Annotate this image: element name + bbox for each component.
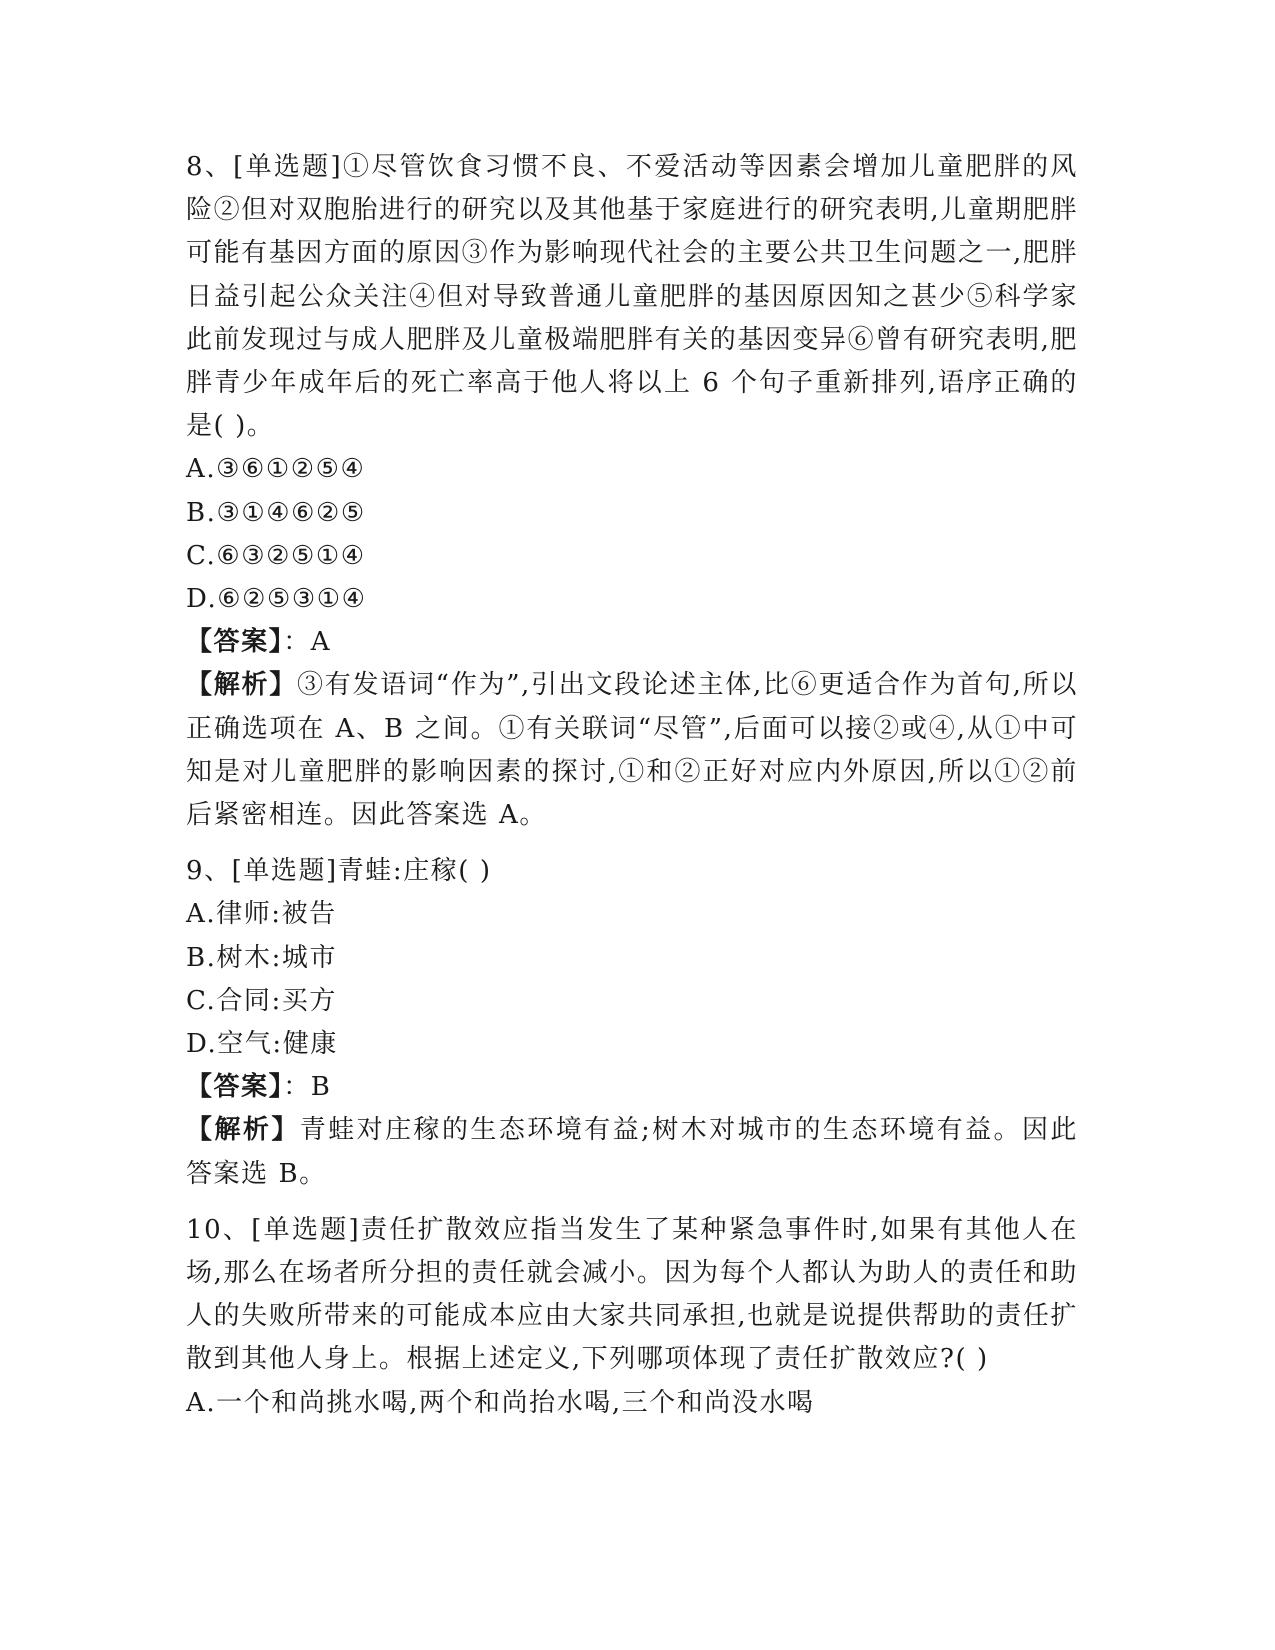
- question-10: [186, 1209, 1078, 1425]
- analysis-label: 【解析】: [186, 1115, 300, 1146]
- analysis-block: [186, 664, 1078, 837]
- spacer: [186, 1196, 1078, 1209]
- option-a: A.③⑥①②⑤④: [186, 454, 366, 485]
- answer-label: 【答案】: [186, 627, 284, 658]
- option-c: C.⑥③②⑤①④: [186, 540, 366, 571]
- option-a: A.律师:被告: [186, 899, 337, 930]
- analysis-label: 【解析】: [186, 670, 297, 701]
- option-a: A.一个和尚挑水喝,两个和尚抬水喝,三个和尚没水喝: [186, 1387, 815, 1418]
- question-stem: 10、[单选题]责任扩散效应指当发生了某种紧急事件时,如果有其他人在场,那么在场者所分担的责任就会减小。因为每个人都认为助人的责任和助人的失败所带来的可能成本应由大家共同承担,也就是说提供帮助的责任扩散到其他人身上。根据上述定义,下列哪项体现了责任扩散效应?( ): [186, 1214, 1078, 1375]
- answer-label: 【答案】: [186, 1072, 284, 1103]
- answer-value: ：A: [283, 627, 332, 658]
- option-c: C.合同:买方: [186, 985, 337, 1016]
- answer-line: [186, 621, 1078, 664]
- option-d: D.空气:健康: [186, 1029, 338, 1060]
- question-9: [186, 850, 1078, 1196]
- analysis-block: [186, 1109, 1078, 1195]
- answer-value: ：B: [283, 1072, 332, 1103]
- question-stem: 9、[单选题]青蛙:庄稼( ): [186, 856, 492, 887]
- option-b: B.树木:城市: [186, 942, 338, 973]
- answer-line: [186, 1066, 1078, 1109]
- option-b: B.③①④⑥②⑤: [186, 497, 366, 528]
- question-stem: 8、[单选题]①尽管饮食习惯不良、不爱活动等因素会增加儿童肥胖的风险②但对双胞胎进行的研究以及其他基于家庭进行的研究表明,儿童期肥胖可能有基因方面的原因③作为影响现代社会的主要公共卫生问题之一,肥胖日益引起公众关注④但对导致普通儿童肥胖的基因原因知之甚少⑤科学家此前发现过与成人肥胖及儿童极端肥胖有关的基因变异⑥曾有研究表明,肥胖青少年成年后的死亡率高于他人将以上 6 个句子重新排列,语序正确的是( )。: [186, 152, 1078, 442]
- analysis-text: 青蛙对庄稼的生态环境有益;树木对城市的生态环境有益。因此答案选 B。: [186, 1115, 1078, 1189]
- question-8: [186, 146, 1078, 837]
- document-page: [186, 146, 1078, 1425]
- spacer: [186, 837, 1078, 850]
- option-d: D.⑥②⑤③①④: [186, 584, 367, 615]
- analysis-text: ③有发语词“作为”,引出文段论述主体,比⑥更适合作为首句,所以正确选项在 A、B 之间。①有关联词“尽管”,后面可以接②或④,从①中可知是对儿童肥胖的影响因素的探讨,①和②正好对应内外原因,所以①②前后紧密相连。因此答案选 A。: [186, 670, 1078, 831]
